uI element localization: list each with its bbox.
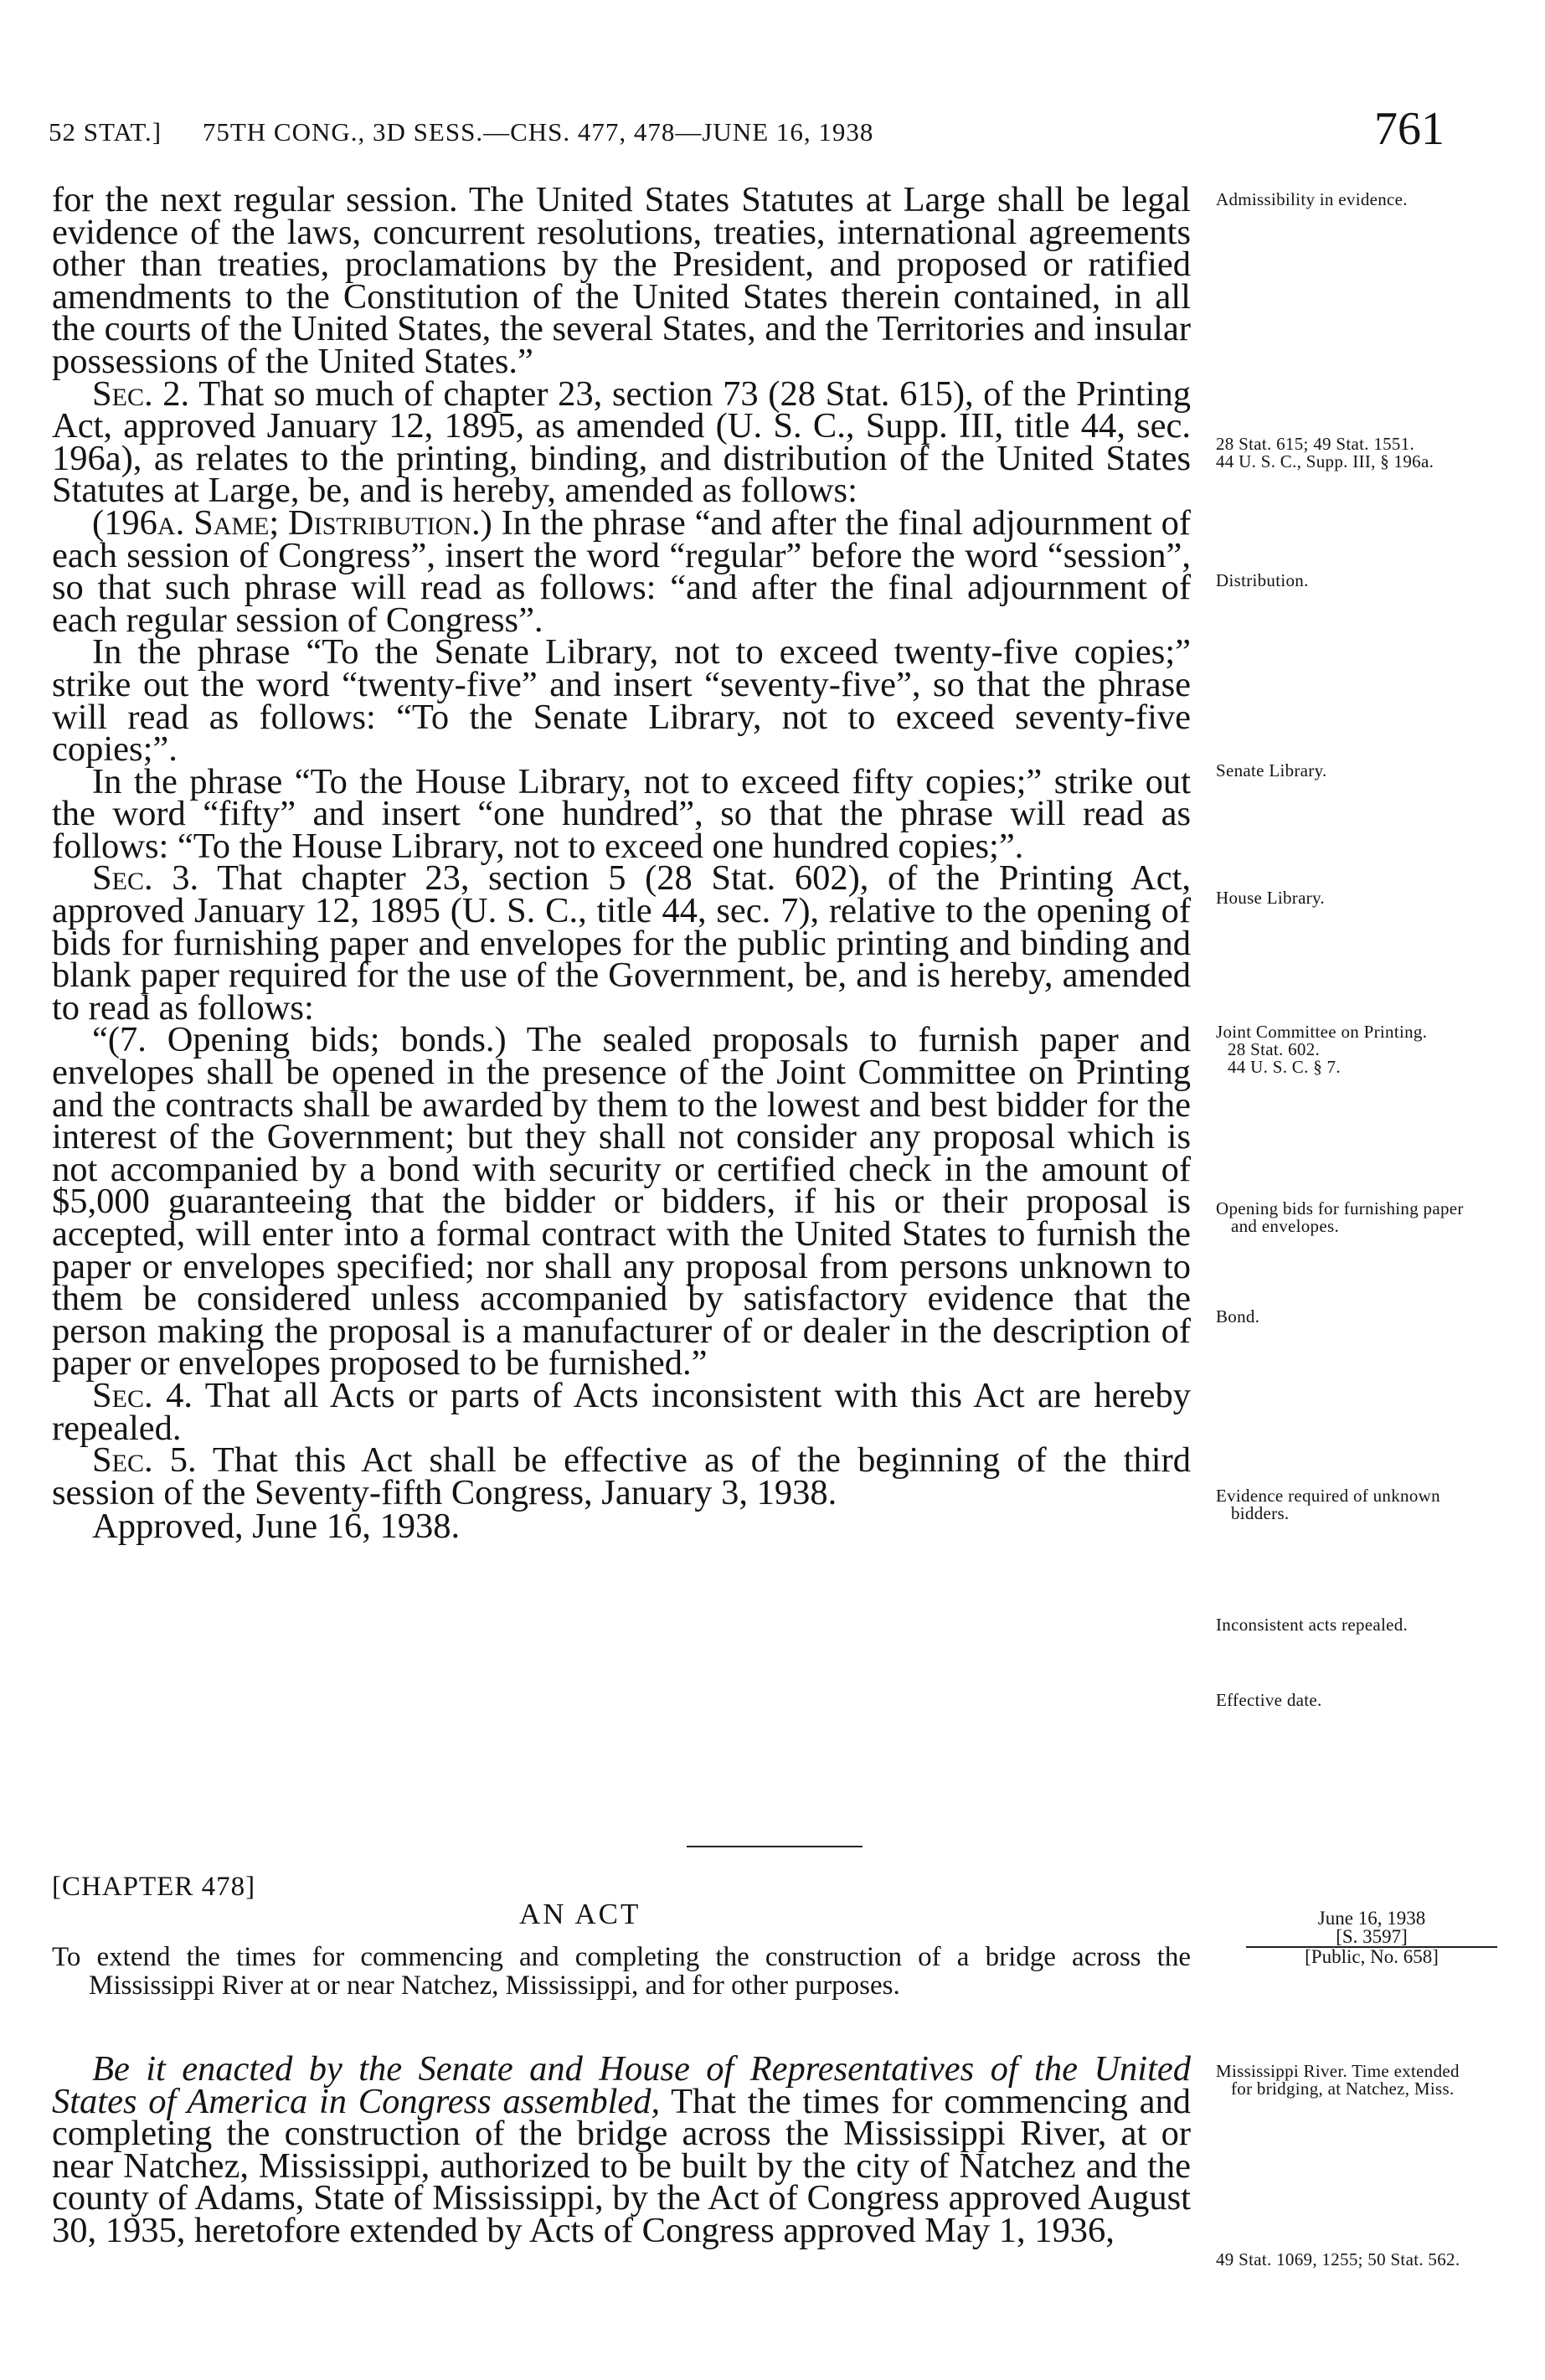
note-house-library bbox=[1216, 889, 1467, 907]
sec3-text: That chapter 23, section 5 (28 Stat. 602), of the Printing Act, approved January 12, 1895 (U. S. C., title 44, sec. 7), relative to the opening of bids for furnishing paper and envelopes for the public printing and binding and blank paper required for the use of the Government, be, and is hereby, amended to read as follows: bbox=[52, 858, 1191, 1028]
note-stat-ref2a: 28 Stat. 602. bbox=[1228, 1039, 1321, 1059]
note-effective-text: Effective date. bbox=[1216, 1690, 1322, 1710]
note-distribution-text: Distribution. bbox=[1216, 570, 1309, 590]
sec2-label: Sec. 2. bbox=[92, 373, 190, 414]
note-mississippi bbox=[1216, 2063, 1467, 2098]
note-senate-library-text: Senate Library. bbox=[1216, 760, 1327, 780]
sec5-text: That this Act shall be effective as of the beginning of the third session of the Seventy-fifth Congress, January 3, 1938. bbox=[52, 1440, 1191, 1512]
running-header bbox=[49, 117, 907, 167]
note-effective bbox=[1216, 1692, 1467, 1709]
enacting-clause: Be it enacted by the Senate and House of Representatives of the United States of America in Congress assembled, bbox=[52, 2049, 1191, 2121]
note-stat-ref1a: 28 Stat. 615; 49 Stat. 1551. bbox=[1216, 434, 1415, 454]
an-act-heading: AN ACT bbox=[519, 1898, 641, 1930]
paragraph-sec2 bbox=[52, 373, 1192, 511]
paragraph-sec3 bbox=[52, 858, 1191, 1028]
paragraph-sec4 bbox=[52, 1375, 1191, 1448]
paragraph-senate-library: In the phrase “To the Senate Library, not to exceed twenty-five copies;” strike out the word “twenty-five” and insert “seventy-five”, so that the phrase will read as follows: “To the Senate Library, not to exceed seventy-five copies;”. bbox=[52, 632, 1191, 770]
enacting-paragraph bbox=[52, 2049, 1191, 2250]
sec2-text: That so much of chapter 23, section 73 (28 Stat. 615), of the Printing Act, approved January 12, 1895, as amended (U. S. C., Supp. III, title 44, sec. 196a), as relates to the printing, binding, and distribution of the United States Statutes at Large, be, and is hereby, amended as follows: bbox=[52, 373, 1192, 511]
note-joint-committee bbox=[1216, 1023, 1467, 1076]
note-opening-bids bbox=[1216, 1200, 1467, 1235]
note-inconsistent bbox=[1216, 1616, 1467, 1634]
act-title bbox=[52, 1943, 1191, 2000]
note-admissibility bbox=[1216, 191, 1467, 209]
note-evidence bbox=[1216, 1487, 1467, 1522]
note-bond bbox=[1216, 1308, 1467, 1326]
paragraph-196a bbox=[52, 502, 1192, 640]
note-house-library-text: House Library. bbox=[1216, 888, 1325, 908]
note-stat-ref1b: 44 U. S. C., Supp. III, § 196a. bbox=[1216, 451, 1434, 471]
sec3-label: Sec. 3. bbox=[92, 858, 199, 899]
note-admissibility-text: Admissibility in evidence. bbox=[1216, 189, 1408, 209]
note-distribution bbox=[1216, 572, 1467, 590]
act-title-text: To extend the times for commencing and completing the construction of a bridge across the Mississippi River at or near Natchez, Mississippi, and for other purposes. bbox=[52, 1942, 1191, 2001]
note-joint-committee-text: Joint Committee on Printing. bbox=[1216, 1022, 1428, 1042]
note-opening-bids-text: Opening bids for furnishing paper and envelopes. bbox=[1216, 1198, 1464, 1236]
note-date: June 16, 1938 bbox=[1317, 1908, 1426, 1929]
note-bond-text: Bond. bbox=[1216, 1306, 1260, 1327]
note-stat-ref1 bbox=[1216, 435, 1467, 471]
paragraph-opening-bids: “(7. Opening bids; bonds.) The sealed proposals to furnish paper and envelopes shall be opened in the presence of the Joint Committee on Printing and the contracts shall be awarded by them to the lowest and best bidder for the interest of the Government; but they shall not consider any proposal which is not accompanied by a bond with security or certified check in the amount of $5,000 guaranteeing that the bidder or bidders, if his or their proposal is accepted, will enter into a formal contract with the United States to furnish the paper or envelopes specified; nor shall any proposal from persons unknown to them be considered unless accompanied by satisfactory evidence that the person making the proposal is a manufacturer of or dealer in the description of paper or envelopes proposed to be furnished.” bbox=[52, 1020, 1191, 1383]
paragraph-evidence: for the next regular session. The United States Statutes at Large shall be legal evidence of the laws, concurrent resolutions, treaties, international agreements other than treaties, proclamations by the President, and proposed or ratified amendments to the Constitution of the United States therein contained, in all the courts of the United States, the several States, and the Territories and insular possessions of the United States.” bbox=[52, 180, 1191, 381]
approved-line: Approved, June 16, 1938. bbox=[92, 1507, 461, 1547]
chapter-heading: [CHAPTER 478] bbox=[52, 1872, 256, 1902]
paragraph-sec5 bbox=[52, 1440, 1191, 1512]
note-stat-ref2b: 44 U. S. C. § 7. bbox=[1228, 1057, 1341, 1077]
note-inconsistent-text: Inconsistent acts repealed. bbox=[1216, 1615, 1409, 1635]
note-mississippi-text: Mississippi River. Time extended for bridging, at Natchez, Miss. bbox=[1216, 2061, 1460, 2099]
note-bill: [S. 3597] bbox=[1336, 1926, 1408, 1947]
act-sidehead bbox=[1246, 1909, 1497, 1966]
note-stat-ref3 bbox=[1216, 2251, 1467, 2269]
sec5-label: Sec. 5. bbox=[92, 1440, 197, 1481]
paragraph-house-library: In the phrase “To the House Library, not to exceed fifty copies;” strike out the word “fifty” and insert “one hundred”, so that the phrase will read as follows: “To the House Library, not to exceed one hundred copies;”. bbox=[52, 761, 1191, 866]
header-congress: 75TH CONG., 3D SESS.—CHS. 477, 478—JUNE 16, 1938 bbox=[202, 117, 874, 147]
note-senate-library bbox=[1216, 762, 1467, 780]
chapter478-body: That the times for commencing and completing the construction of the bridge across the Mississippi River, at or near Natchez, Mississippi, authorized to be built by the city of Natchez and the county of Adams, State of Mississippi, by the Act of Congress approved August 30, 1935, heretofore extended by Acts of Congress approved May 1, 1936, bbox=[52, 2081, 1191, 2250]
196a-text: In the phrase “and after the final adjournment of each session of Congress”, insert the word “regular” before the word “session”, so that such phrase will read as follows: “and after the final adjournment of each regular session of Congress”. bbox=[52, 502, 1192, 640]
main-text bbox=[52, 180, 1192, 1547]
note-evidence-text: Evidence required of unknown bidders. bbox=[1216, 1486, 1440, 1523]
196a-label: (196a. Same; Distribution.) bbox=[92, 502, 492, 543]
note-public-law: [Public, No. 658] bbox=[1246, 1946, 1497, 1966]
sec4-text: That all Acts or parts of Acts inconsistent with this Act are hereby repealed. bbox=[52, 1375, 1191, 1448]
note-stat-ref3-text: 49 Stat. 1069, 1255; 50 Stat. 562. bbox=[1216, 2249, 1460, 2269]
sec4-label: Sec. 4. bbox=[92, 1375, 193, 1415]
section-divider bbox=[687, 1846, 863, 1847]
header-stat: 52 STAT.] bbox=[49, 117, 162, 147]
chapter478-text bbox=[52, 2049, 1191, 2250]
page-number: 761 bbox=[1374, 103, 1445, 155]
